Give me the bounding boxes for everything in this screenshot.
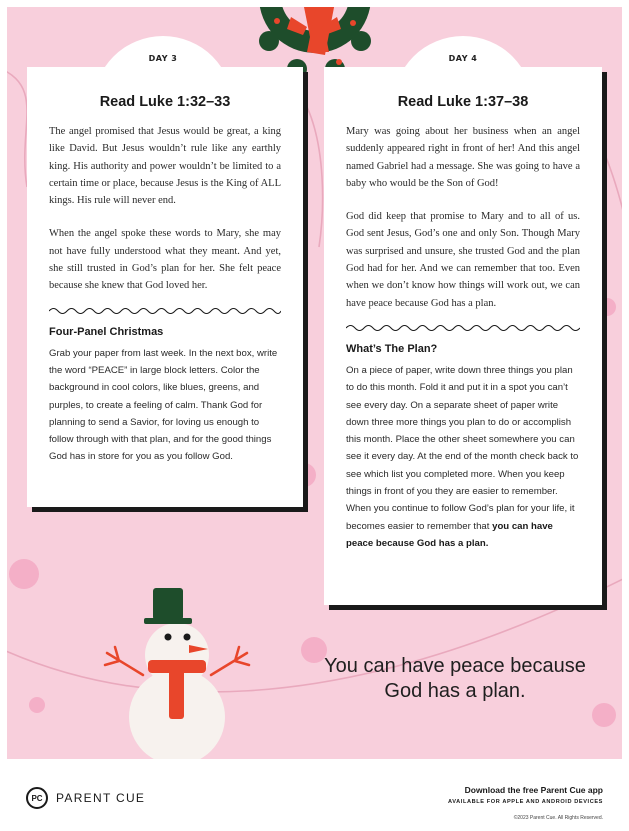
- day4-paragraph-2: God did keep that promise to Mary and to all of us. God sent Jesus, God’s one and only Son. Though Mary was surprised and unsure, she trusted God and the plan God had for her. And we can remember that too. Even when we don’t know how things will work out, we can have peace because God has a plan.: [346, 211, 580, 309]
- dot-decoration: [592, 703, 616, 727]
- day3-paragraph-2: When the angel spoke these words to Mary, she may not have fully understood what they meant. And yet, she still trusted in God’s plan for her. She felt peace because she knew that God loved her.: [49, 228, 281, 292]
- day4-card: [324, 67, 602, 605]
- day4-title: Read Luke 1:37–38: [397, 94, 529, 110]
- day4-tab-label: DAY 4: [448, 54, 478, 63]
- day4-activity-title: What’s The Plan?: [346, 342, 438, 355]
- snowman-illustration: [105, 588, 249, 759]
- day4-activity-text: [346, 362, 580, 552]
- day4-activity-bold: you can have peace because God has a plan.: [346, 520, 553, 549]
- logo-mark-icon: PC: [26, 787, 48, 809]
- page-background: [7, 7, 622, 759]
- copyright-text: ©2023 Parent Cue. All Rights Reserved.: [513, 815, 603, 821]
- wavy-divider: [346, 323, 580, 333]
- day4-paragraph-1: Mary was going about her business when an angel suddenly appeared right in front of her! And this angel named Gabriel had a message. She was going to have a baby who would be the Son of God!: [346, 126, 580, 189]
- day3-activity-text: Grab your paper from last week. In the next box, write the word “PEACE” in large block letters. Color the background in cool colors, like blues, greens, and purples, to create a feeling of calm. Thank God for planning to send a Savior, for loving us enough to follow through with that plan, and for the good things God has in store for you as you follow God.: [49, 347, 278, 463]
- day3-paragraph-1: The angel promised that Jesus would be great, a king like David. But Jesus wouldn’t rule like any earthly king. His authority and power wouldn’t be limited to a certain time or place, because Jesus is the King of ALL kings. His rule will never end.: [49, 126, 281, 207]
- logo-text: PARENT CUE: [56, 791, 146, 805]
- download-app-text: Download the free Parent Cue app: [464, 785, 603, 795]
- day3-card: [27, 67, 303, 507]
- day3-tab-label: DAY 3: [148, 54, 178, 63]
- dot-decoration: [9, 559, 39, 589]
- parent-cue-logo: [26, 787, 145, 809]
- tagline: You can have peace because God has a plan.: [324, 655, 586, 702]
- day4-activity-body: On a piece of paper, write down three things you plan to do this month. Fold it and put it in a spot you can’t see every day. On a separate sheet of paper write down three more things you plan to do or accomplish this month. Place the other sheet somewhere you can see it every day. At the end of the month check back to see which list you completed more. When you keep things in front of you they are easier to remember. When you continue to follow God’s plan for your life, it becomes easier to remember that: [346, 364, 579, 532]
- available-devices-text: AVAILABLE FOR APPLE AND ANDROID DEVICES: [448, 799, 603, 805]
- dot-decoration: [29, 697, 45, 713]
- wavy-divider: [49, 306, 281, 316]
- day3-activity-title: Four-Panel Christmas: [49, 325, 164, 338]
- footer-info: [448, 785, 603, 821]
- day3-title: Read Luke 1:32–33: [99, 94, 231, 110]
